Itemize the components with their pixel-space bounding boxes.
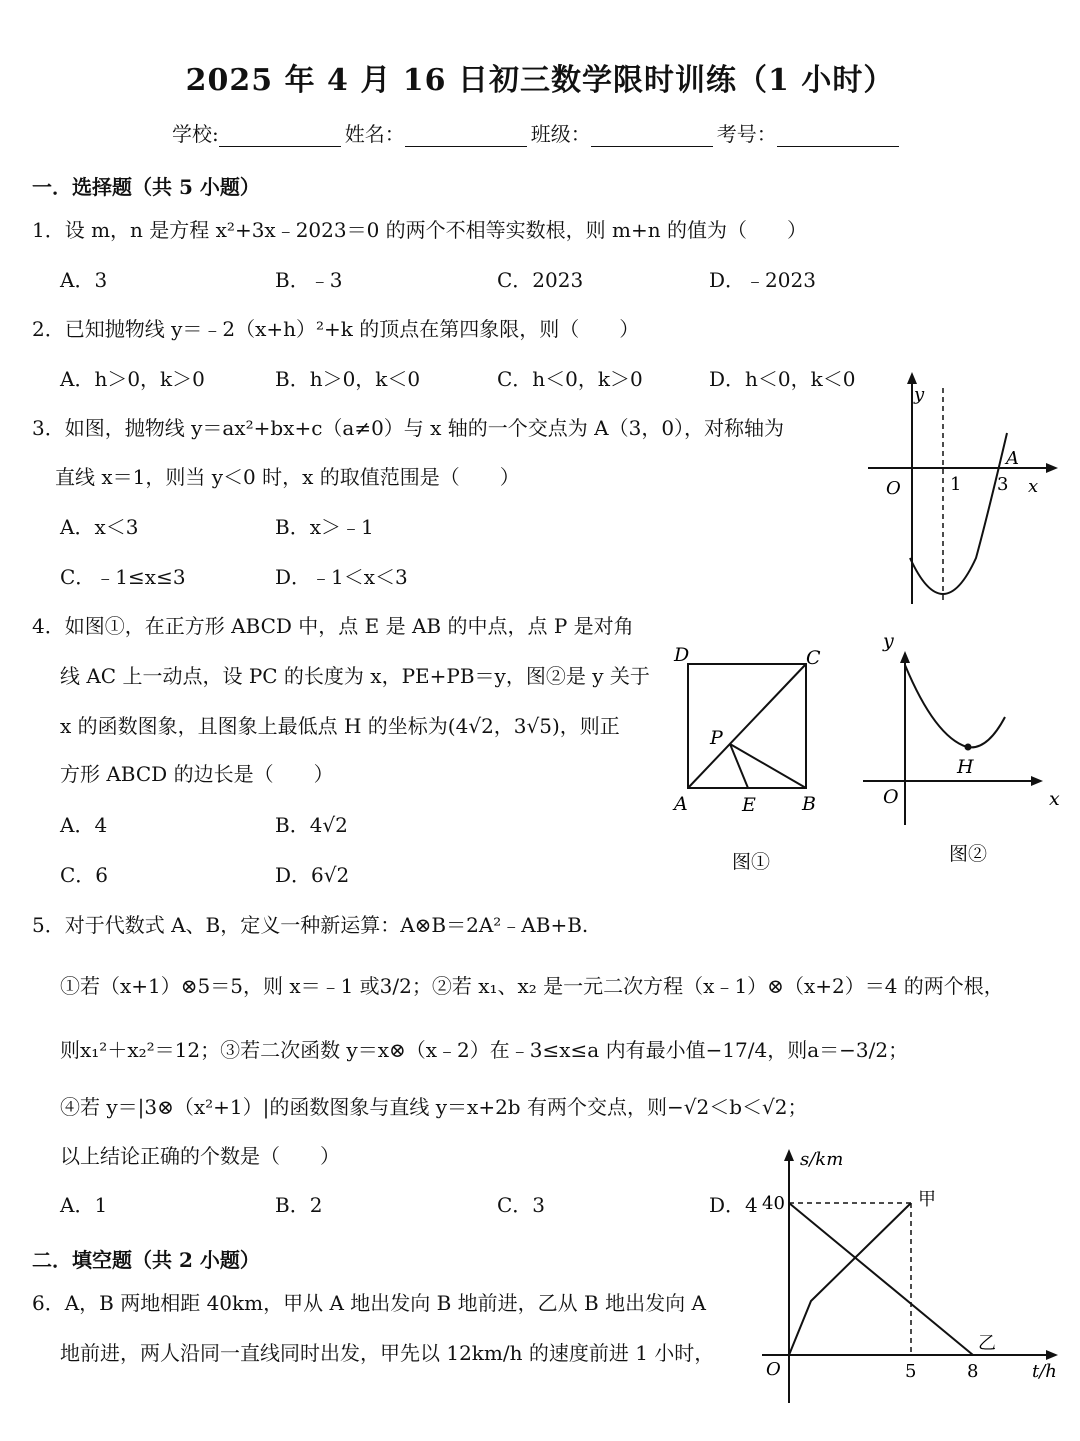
q4-option-b: B．4√2 [275, 813, 348, 837]
q1-option-b: B．﹣3 [275, 268, 343, 292]
x-axis-arrow-icon [1046, 463, 1058, 473]
diagonal-ac [688, 664, 806, 788]
q4-stem-line2: 线 AC 上一动点，设 PC 的长度为 x，PE+PB＝y，图②是 y 关于 [60, 664, 650, 688]
origin-label: O [766, 1359, 781, 1380]
school-blank[interactable] [219, 126, 341, 147]
line-yi [789, 1203, 973, 1355]
s-axis-arrow-icon [784, 1149, 794, 1161]
x-axis-arrow-icon [1031, 776, 1043, 786]
name-blank[interactable] [405, 126, 527, 147]
q5-statement-1: ①若（x+1）⊗5＝5，则 x＝﹣1 或3/2；②若 x₁、x₂ 是一元二次方程（x﹣1）⊗（x+2）＝4 的两个根， [60, 974, 1004, 998]
q5-statement-4: 以上结论正确的个数是（ ） [60, 1144, 340, 1168]
q5-stem: 5．对于代数式 A、B，定义一种新运算：A⊗B＝2A²﹣AB+B. [32, 913, 589, 937]
tick-40-label: 40 [762, 1193, 785, 1214]
q3-stem-line1: 3．如图，抛物线 y＝ax²+bx+c（a≠0）与 x 轴的一个交点为 A（3，0），对称轴为 [32, 416, 785, 440]
q4-stem-line1: 4．如图①，在正方形 ABCD 中，点 E 是 AB 的中点，点 P 是对角 [32, 614, 634, 638]
q5-option-b: B．2 [275, 1193, 323, 1217]
q2-stem: 2．已知抛物线 y＝﹣2（x+h）²+k 的顶点在第四象限，则（ ） [32, 317, 640, 341]
q4-stem-line4: 方形 ABCD 的边长是（ ） [60, 762, 334, 786]
q3-option-a: A．x＜3 [60, 515, 139, 539]
y-axis-label: y [914, 384, 925, 405]
q2-option-a: A．h＞0，k＞0 [60, 367, 205, 391]
point-a-label: A [1006, 448, 1019, 469]
section-2-heading: 二．填空题（共 2 小题） [32, 1248, 260, 1272]
q4-option-c: C．6 [60, 863, 109, 887]
q1-option-c: C．2023 [497, 268, 584, 292]
figure-2-caption: 图② [949, 843, 988, 865]
tick-3-label: 3 [997, 474, 1009, 495]
label-jia: 甲 [918, 1189, 936, 1210]
tick-8-label: 8 [967, 1361, 979, 1382]
q5-option-d: D．4 [709, 1193, 758, 1217]
page-title: 2025 年 4 月 16 日初三数学限时训练（1 小时） [185, 63, 895, 98]
q3-stem-line2: 直线 x＝1，则当 y＜0 时，x 的取值范围是（ ） [55, 465, 520, 489]
vertex-b-label: B [802, 793, 816, 815]
point-p-label: P [710, 727, 723, 749]
q5-statement-2: 则x₁²＋x₂²＝12；③若二次函数 y＝x⊗（x﹣2）在﹣3≤x≤a 内有最小值−17/4，则a＝−3/2； [60, 1038, 909, 1062]
vertex-a-label: A [674, 793, 688, 815]
label-yi: 乙 [978, 1333, 996, 1354]
q2-option-b: B．h＞0，k＜0 [275, 367, 421, 391]
segment-pb [730, 744, 806, 788]
y-axis-arrow-icon [907, 372, 917, 384]
q4-stem-line3: x 的函数图象，且图象上最低点 H 的坐标为(4√2，3√5)，则正 [60, 714, 620, 738]
y-axis-arrow-icon [900, 651, 910, 663]
tick-5-label: 5 [905, 1361, 917, 1382]
line-jia [789, 1203, 911, 1355]
tick-1-label: 1 [950, 474, 962, 495]
q4-square-figure [670, 640, 830, 880]
parabola-curve [910, 433, 1007, 594]
x-axis-label: x [1049, 788, 1060, 810]
class-blank[interactable] [591, 126, 713, 147]
q3-option-d: D．﹣1＜x＜3 [275, 565, 408, 589]
y-axis-label: y [883, 630, 894, 652]
q4-function-graph [855, 625, 1070, 870]
class-label: 班级： [530, 122, 591, 146]
school-label: 学校: [172, 122, 219, 146]
t-axis-arrow-icon [1046, 1350, 1058, 1360]
q5-option-a: A．1 [60, 1193, 108, 1217]
lowest-point-h [965, 744, 972, 751]
s-axis-label: s/km [800, 1149, 844, 1170]
q6-stem-line1: 6．A，B 两地相距 40km，甲从 A 地出发向 B 地前进，乙从 B 地出发向 A [32, 1291, 706, 1315]
point-h-label: H [957, 756, 974, 778]
number-blank[interactable] [777, 126, 899, 147]
q4-option-a: A．4 [60, 813, 108, 837]
vertex-d-label: D [674, 644, 690, 666]
q2-option-c: C．h＜0，k＞0 [497, 367, 643, 391]
q1-option-a: A．3 [60, 268, 108, 292]
q5-option-c: C．3 [497, 1193, 546, 1217]
segment-pe [730, 744, 748, 788]
section-1-heading: 一．选择题（共 5 小题） [32, 175, 260, 199]
origin-label: O [883, 786, 899, 808]
q6-distance-time-graph [752, 1143, 1072, 1408]
t-axis-label: t/h [1032, 1361, 1057, 1382]
origin-label: O [886, 478, 901, 499]
q3-option-b: B．x＞﹣1 [275, 515, 374, 539]
q6-stem-line2: 地前进，两人沿同一直线同时出发，甲先以 12km/h 的速度前进 1 小时， [60, 1341, 715, 1365]
function-curve [905, 665, 1005, 747]
name-label: 姓名： [344, 122, 405, 146]
student-info-row [172, 118, 903, 147]
q2-option-d: D．h＜0，k＜0 [709, 367, 856, 391]
number-label: 考号： [716, 122, 777, 146]
q3-parabola-figure [862, 368, 1062, 608]
q4-option-d: D．6√2 [275, 863, 350, 887]
figure-1-caption: 图① [732, 851, 771, 873]
q5-statement-3: ④若 y＝|3⊗（x²+1）|的函数图象与直线 y＝x+2b 有两个交点，则−√2＜b＜√2； [60, 1095, 808, 1119]
q1-stem: 1．设 m，n 是方程 x²+3x﹣2023＝0 的两个不相等实数根，则 m+n 的值为（ ） [32, 218, 807, 242]
vertex-c-label: C [806, 647, 821, 669]
q1-option-d: D．﹣2023 [709, 268, 816, 292]
x-axis-label: x [1028, 476, 1039, 497]
q3-option-c: C．﹣1≤x≤3 [60, 565, 186, 589]
point-e-label: E [742, 794, 756, 816]
